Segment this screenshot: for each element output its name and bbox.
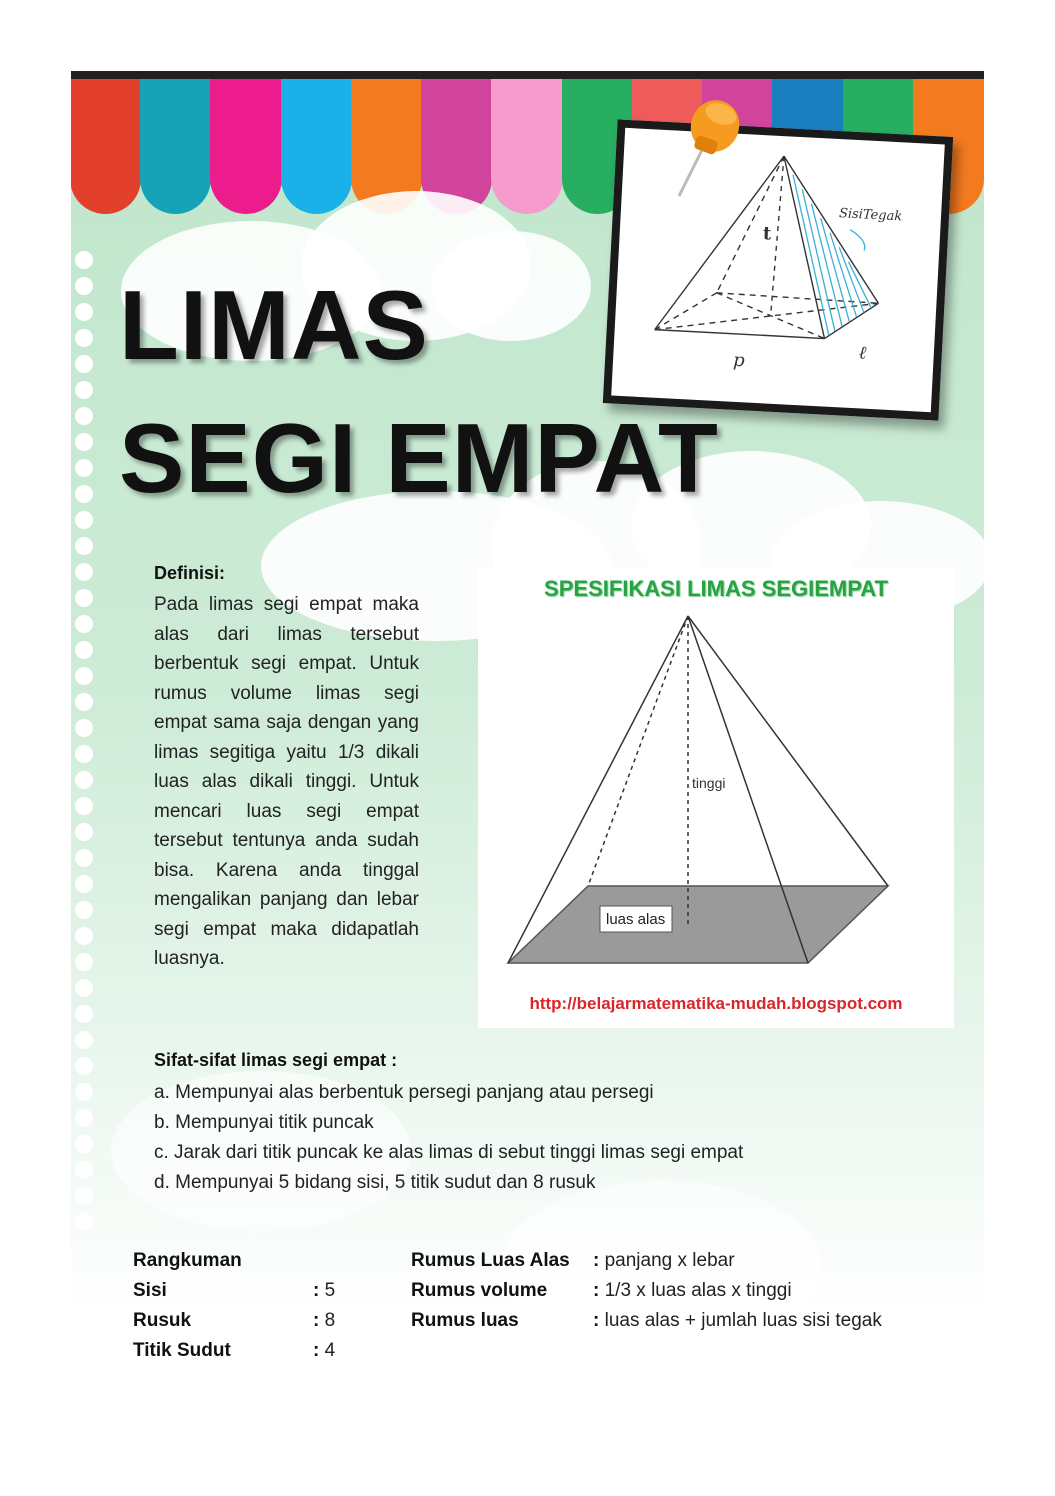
label-tinggi: tinggi [692,775,726,791]
summary-label: Rusuk [133,1310,192,1331]
pyramid-sketch [611,128,945,412]
binder-hole [75,407,93,425]
binder-hole [75,433,93,451]
list-item: d. Mempunyai 5 bidang sisi, 5 titik sudut dan 8 rusuk [154,1172,596,1193]
pinned-pyramid-photo [603,119,953,420]
binder-hole [75,797,93,815]
binder-hole [75,745,93,763]
binder-hole [75,329,93,347]
binder-hole [75,1083,93,1101]
label-p: p [732,349,746,372]
binder-hole [75,381,93,399]
summary-label: Titik Sudut [133,1340,231,1361]
awning-stripe [281,79,352,214]
title-line-2: SEGI EMPAT [119,403,719,513]
binder-hole [75,589,93,607]
summary-table: Rangkuman Sisi : 5 Rusuk : 8 Titik Sudut : 4 [133,1250,336,1361]
pyramid-diagram [478,608,954,978]
awning-stripe [71,79,141,214]
spec-title: SPESIFIKASI LIMAS SEGIEMPAT [544,576,888,601]
summary-heading: Rangkuman [133,1250,242,1271]
binder-hole [75,979,93,997]
label-sisi-tegak: SisiTegak [838,206,903,225]
binder-hole [75,641,93,659]
summary-value: 8 [324,1310,336,1331]
formula-value: panjang x lebar [604,1250,735,1271]
binder-hole [75,537,93,555]
formula-value: 1/3 x luas alas x tinggi [604,1280,792,1301]
binder-hole [75,771,93,789]
binder-hole [75,719,93,737]
binder-hole [75,1031,93,1049]
top-bar [71,71,984,79]
binder-hole [75,927,93,945]
binder-hole [75,693,93,711]
spec-url: http://belajarmatematika-mudah.blogspot.com [529,994,903,1013]
binder-hole [75,1161,93,1179]
binder-hole [75,1057,93,1075]
binder-hole [75,355,93,373]
cloud [431,231,591,341]
binder-hole [75,1109,93,1127]
binder-hole [75,459,93,477]
binder-hole [75,953,93,971]
binder-hole [75,277,93,295]
spec-diagram [478,568,954,1028]
formula-label: Rumus Luas Alas [411,1250,570,1271]
properties-heading: Sifat-sifat limas segi empat : [154,1050,398,1070]
properties-list [154,1078,743,1198]
definition-heading: Definisi: [154,563,226,583]
binder-hole [75,303,93,321]
binder-hole [75,563,93,581]
binder-hole [75,1187,93,1205]
awning-stripe [140,79,211,214]
summary-value: 4 [324,1340,336,1361]
binder-hole [75,875,93,893]
label-l: ℓ [858,342,867,364]
list-item: a. Mempunyai alas berbentuk persegi panjang atau persegi [154,1082,654,1103]
binder-hole [75,1005,93,1023]
formula-value: luas alas + jumlah luas sisi tegak [604,1310,882,1331]
definition-text: Pada limas segi empat maka alas dari limas tersebut berbentuk segi empat. Untuk rumus volume limas segi empat sama saja dengan yang limas segitiga yaitu 1/3 dikali luas alas dikali tinggi. Untuk mencari luas segi empat tersebut tentunya anda sudah bisa. Karena anda tinggal mengalikan panjang dan lebar segi empat maka didapatlah luasnya. [154,594,419,969]
awning-stripe [491,79,562,214]
formula-table: Rumus Luas Alas : panjang x lebar Rumus volume : 1/3 x luas alas x tinggi Rumus luas : luas alas + jumlah luas sisi tegak [411,1250,882,1331]
summary-value: 5 [324,1280,336,1301]
binder-hole [75,251,93,269]
label-t: t [762,223,772,245]
binder-hole [75,901,93,919]
binder-hole [75,823,93,841]
formula-label: Rumus luas [411,1310,519,1331]
list-item: c. Jarak dari titik puncak ke alas limas di sebut tinggi limas segi empat [154,1142,744,1163]
push-pin-icon [665,88,755,208]
list-item: b. Mempunyai titik puncak [154,1112,374,1133]
title-line-1: LIMAS [119,270,429,380]
awning-stripe [210,79,281,214]
binder-hole [75,849,93,867]
binder-hole [75,667,93,685]
binder-hole [75,511,93,529]
label-luas-alas: luas alas [606,911,666,928]
formula-label: Rumus volume [411,1280,548,1301]
summary-label: Sisi [133,1280,167,1301]
binder-hole [75,615,93,633]
binder-hole [75,1213,93,1231]
binder-holes [71,251,95,1351]
binder-hole [75,485,93,503]
binder-hole [75,1135,93,1153]
